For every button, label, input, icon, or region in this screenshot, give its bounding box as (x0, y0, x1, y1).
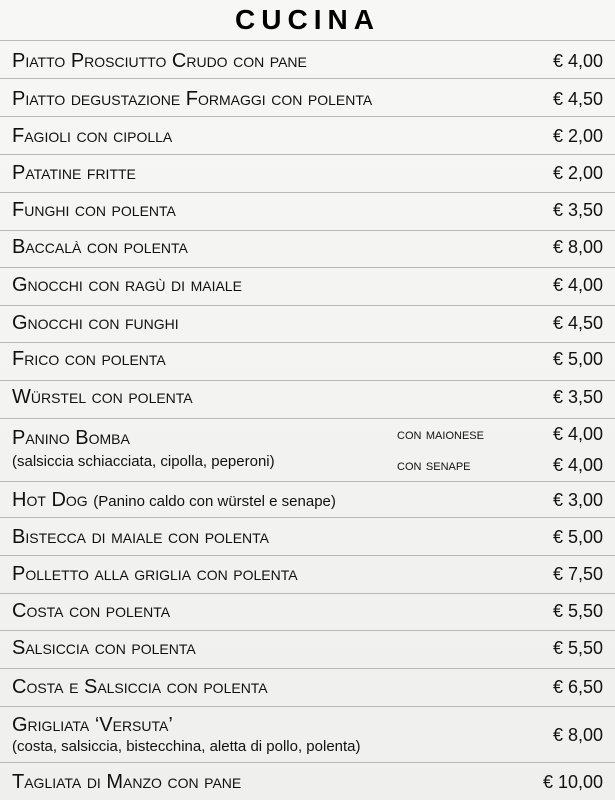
menu-item (0, 79, 615, 117)
item-name: Tagliata di Manzo con pane (12, 771, 242, 793)
menu-item (0, 231, 615, 268)
menu-item (0, 268, 615, 306)
menu-item (0, 306, 615, 343)
menu-item-hotdog (0, 482, 615, 518)
option-label: con senape (397, 457, 471, 474)
item-price: € 5,50 (552, 601, 603, 621)
item-price: € 2,00 (552, 163, 603, 183)
item-price: € 4,00 (552, 424, 603, 444)
menu-item (0, 381, 615, 419)
item-price: € 4,50 (552, 313, 603, 333)
menu-item (0, 763, 615, 800)
item-price: € 5,00 (552, 349, 603, 369)
item-price: € 2,00 (552, 126, 603, 146)
menu-item (0, 41, 615, 79)
item-price: € 10,00 (542, 772, 603, 792)
item-name: Salsiccia con polenta (12, 637, 196, 659)
menu-item-panino (0, 419, 615, 482)
item-price: € 4,00 (552, 51, 603, 71)
item-name (12, 489, 336, 513)
item-name: Baccalà con polenta (12, 236, 188, 258)
item-price: € 4,00 (552, 275, 603, 295)
item-price: € 5,50 (552, 638, 603, 658)
item-price: € 8,00 (552, 725, 603, 745)
item-name: Polletto alla griglia con polenta (12, 563, 298, 585)
item-price: € 6,50 (552, 677, 603, 697)
menu-item (0, 594, 615, 631)
menu-item-grigliata (0, 707, 615, 763)
menu-item (0, 193, 615, 231)
item-price: € 3,50 (552, 200, 603, 220)
item-name: Funghi con polenta (12, 199, 176, 221)
menu-item (0, 556, 615, 594)
menu-item (0, 518, 615, 556)
item-price: € 4,50 (552, 89, 603, 109)
item-name: Fagioli con cipolla (12, 125, 173, 147)
item-price: € 8,00 (552, 237, 603, 257)
item-name: Piatto Prosciutto Crudo con pane (12, 50, 307, 72)
item-price: € 3,50 (552, 387, 603, 407)
item-price: € 5,00 (552, 527, 603, 547)
menu-item (0, 669, 615, 707)
menu-item (0, 343, 615, 381)
menu-item (0, 117, 615, 155)
item-name: Grigliata ‘Versuta’ (12, 714, 173, 736)
item-name: Würstel con polenta (12, 386, 193, 408)
item-description: (salsiccia schiacciata, cipolla, peperoni) (12, 453, 275, 470)
item-name: Piatto degustazione Formaggi con polenta (12, 88, 373, 110)
menu-item (0, 155, 615, 193)
menu-title: CUCINA (235, 4, 380, 35)
item-name-text: Hot Dog (12, 489, 88, 511)
item-name: Gnocchi con ragù di maiale (12, 274, 242, 296)
item-name: Bistecca di maiale con polenta (12, 526, 270, 548)
item-description: (costa, salsiccia, bistecchina, aletta di pollo, polenta) (12, 738, 361, 755)
item-price: € 7,50 (552, 564, 603, 584)
item-name: Panino Bomba (12, 427, 130, 449)
item-name: Gnocchi con funghi (12, 312, 179, 334)
item-name: Costa con polenta (12, 600, 171, 622)
item-price: € 4,00 (552, 455, 603, 475)
menu-item (0, 631, 615, 669)
option-label: con maionese (397, 426, 484, 443)
item-name: Frico con polenta (12, 348, 166, 370)
item-price: € 3,00 (552, 490, 603, 510)
item-name: Patatine fritte (12, 162, 136, 184)
item-note: (Panino caldo con würstel e senape) (93, 493, 336, 510)
item-name: Costa e Salsiccia con polenta (12, 676, 268, 698)
